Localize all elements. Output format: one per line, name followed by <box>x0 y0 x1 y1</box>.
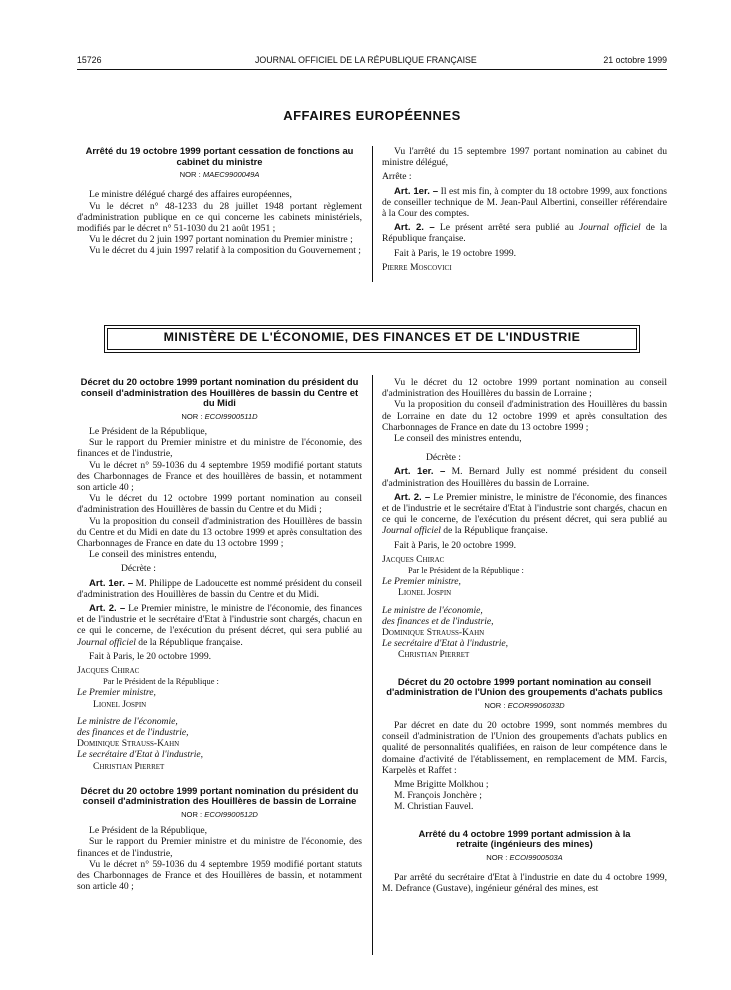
paragraph: Le conseil des ministres entendu, <box>89 549 217 561</box>
arrete-label: Arrête : <box>382 171 412 183</box>
member-item: M. Christian Fauvel. <box>394 801 474 813</box>
minister-title-1: Le ministre de l'économie, <box>77 715 178 727</box>
by-president: Par le Président de la République : <box>103 677 219 687</box>
paragraph: Sur le rapport du Premier ministre et du ministre de l'économie, des finances et de l'industrie, <box>77 836 362 859</box>
paragraph: Vu le décret n° 59-1036 du 4 septembre 1959 modifié portant statuts des Charbonnages de France et des houillères de bassin, et notamment son article 40 ; <box>77 459 362 493</box>
section-title-ministere: MINISTÈRE DE L'ÉCONOMIE, DES FINANCES ET DE L'INDUSTRIE <box>163 330 581 344</box>
secretary-name: Christian Pierret <box>398 649 470 661</box>
done-at: Fait à Paris, le 20 octobre 1999. <box>394 539 517 551</box>
decree-lorraine-continued <box>382 377 667 894</box>
decree-cabinet-left <box>77 146 362 257</box>
paragraph: Vu la proposition du conseil d'administration des Houillères de bassin du Centre et du Midi en date du 13 octobre 1999 et après consultation des Charbonnages de France en date du 13 octobre 1999 ; <box>77 515 362 550</box>
article-1: Art. 1er. – M. Philippe de Ladoucette est nommé président du conseil d'administration des Houillères de bassin du Centre et du Midi. <box>77 577 362 600</box>
decree-title: Arrêté du 19 octobre 1999 portant cessation de fonctions au cabinet du ministre <box>85 145 354 167</box>
issue-date: 21 octobre 1999 <box>603 55 667 65</box>
decrete-label: Décrète : <box>121 563 156 575</box>
paragraph: Le Président de la République, <box>89 425 208 437</box>
pm-title: Le Premier ministre, <box>382 576 461 588</box>
nor-reference: NOR : ECOI9900512D <box>181 810 258 820</box>
president-signature: Jacques Chirac <box>382 553 445 565</box>
decree-cabinet-right <box>382 146 667 273</box>
secretary-name: Christian Pierret <box>93 760 165 772</box>
nor-reference: NOR : MAEC9900049A <box>179 170 260 180</box>
paragraph: Vu la proposition du conseil d'administration des Houillères du bassin de Lorraine en date du 12 octobre 1999 et après consultation des Charbonnages de France en date du 13 octobre 1999 ; <box>382 399 667 433</box>
paragraph: Vu l'arrêté du 15 septembre 1997 portant nomination au cabinet du ministre délégué, <box>382 146 667 169</box>
member-item: Mme Brigitte Molkhou ; <box>394 779 489 791</box>
paragraph: Vu le décret du 12 octobre 1999 portant nomination au conseil d'administration des Houillères de bassin du Centre et du Midi ; <box>77 493 362 516</box>
paragraph: Vu le décret du 4 juin 1997 relatif à la composition du Gouvernement ; <box>89 245 361 257</box>
signatory: Pierre Moscovici <box>382 261 452 273</box>
decree-title: Décret du 20 octobre 1999 portant nomination du président du conseil d'administration des Houillères de bassin de Lorraine <box>80 784 359 807</box>
article-2: Art. 2. – Le présent arrêté sera publié au Journal officiel de la République française. <box>382 222 667 245</box>
paragraph: Vu le décret du 2 juin 1997 portant nomination du Premier ministre ; <box>89 234 353 246</box>
column-divider <box>372 375 373 955</box>
secretary-title: Le secrétaire d'Etat à l'industrie, <box>382 638 509 650</box>
decree-centre-midi <box>77 377 362 892</box>
paragraph: Par arrêté du secrétaire d'Etat à l'industrie en date du 4 octobre 1999, M. Defrance (Gustave), ingénieur général des mines, est <box>382 872 667 895</box>
pm-name: Lionel Jospin <box>93 698 147 710</box>
decree-title: Décret du 20 octobre 1999 portant nomination du président du conseil d'administration des Houillères de bassin du Centre et du Midi <box>80 376 359 409</box>
paragraph: Vu le décret n° 48-1233 du 28 juillet 1948 portant règlement d'administration publique en ce qui concerne les cabinets ministériels, modifiés par le décret n° 51-1030 du 21 août 1951 ; <box>77 200 362 234</box>
paragraph: Par décret en date du 20 octobre 1999, sont nommés membres du conseil d'administration de l'Union des groupements d'achats publics en qualité de personnalités qualifiées, en raison de leur compétence dans le domaine d'activité de l'établissement, en remplacement de MM. Farcis, Karpelès et Raffet : <box>382 720 667 776</box>
journal-title: JOURNAL OFFICIEL DE LA RÉPUBLIQUE FRANÇAISE <box>255 55 477 65</box>
nor-reference: NOR : ECOR9906033D <box>484 700 565 710</box>
decrete-label: Décrète : <box>426 452 461 464</box>
paragraph: Vu le décret n° 59-1036 du 4 septembre 1959 modifié portant statuts des Charbonnages de France et des Houillères de bassin, et notamment son article 40 ; <box>77 858 362 893</box>
decree-title: Arrêté du 4 octobre 1999 portant admission à la retraite (ingénieurs des mines) <box>418 827 631 850</box>
article-2: Art. 2. – Le Premier ministre, le ministre de l'économie, des finances et de l'industrie et le secrétaire d'Etat à l'industrie sont chargés, chacun en ce qui le concerne, de l'exécution du présent décret, qui sera publié au Journal officiel de la République française. <box>382 491 667 537</box>
president-signature: Jacques Chirac <box>77 665 140 677</box>
secretary-title: Le secrétaire d'Etat à l'industrie, <box>77 749 204 761</box>
article-1: Art. 1er. – Il est mis fin, à compter du 18 octobre 1999, aux fonctions de conseiller technique de M. Jean-Paul Albertini, conseiller référendaire à la Cour des comptes. <box>382 185 667 220</box>
by-president: Par le Président de la République : <box>408 566 524 576</box>
done-at: Fait à Paris, le 19 octobre 1999. <box>394 247 517 259</box>
member-item: M. François Jonchère ; <box>394 790 482 802</box>
pm-title: Le Premier ministre, <box>77 687 156 699</box>
page-number: 15726 <box>77 55 102 65</box>
minister-title-2: des finances et de l'industrie, <box>382 615 494 627</box>
paragraph: Vu le décret du 12 octobre 1999 portant nomination au conseil d'administration des Houillères du bassin de Lorraine ; <box>382 377 667 400</box>
paragraph: Sur le rapport du Premier ministre et du ministre de l'économie, des finances et de l'industrie, <box>77 437 362 460</box>
done-at: Fait à Paris, le 20 octobre 1999. <box>89 650 212 662</box>
article-1: Art. 1er. – M. Bernard Jully est nommé président du conseil d'administration des Houillères du bassin de Lorraine. <box>382 466 667 489</box>
paragraph: Le conseil des ministres entendu, <box>394 433 522 445</box>
decree-title: Décret du 20 octobre 1999 portant nomination au conseil d'administration de l'Union des groupements d'achats publics <box>386 675 663 698</box>
nor-reference: NOR : ECOI9900511D <box>181 411 258 421</box>
minister-title-1: Le ministre de l'économie, <box>382 604 483 616</box>
minister-name: Dominique Strauss-Kahn <box>77 738 180 750</box>
pm-name: Lionel Jospin <box>398 587 452 599</box>
column-divider <box>372 146 373 282</box>
header-rule <box>77 69 667 70</box>
nor-reference: NOR : ECOI9900503A <box>486 852 563 862</box>
minister-title-2: des finances et de l'industrie, <box>77 727 189 739</box>
minister-name: Dominique Strauss-Kahn <box>382 627 485 639</box>
section-title-affaires-europeennes: AFFAIRES EUROPÉENNES <box>283 108 461 123</box>
paragraph: Le ministre délégué chargé des affaires européennes, <box>89 189 292 201</box>
paragraph: Le Président de la République, <box>89 825 208 837</box>
article-2: Art. 2. – Le Premier ministre, le ministre de l'économie, des finances et de l'industrie et le secrétaire d'Etat à l'industrie sont chargés, chacun en ce qui le concerne, de l'exécution du présent décret, qui sera publié au Journal officiel de la République française. <box>77 603 362 648</box>
